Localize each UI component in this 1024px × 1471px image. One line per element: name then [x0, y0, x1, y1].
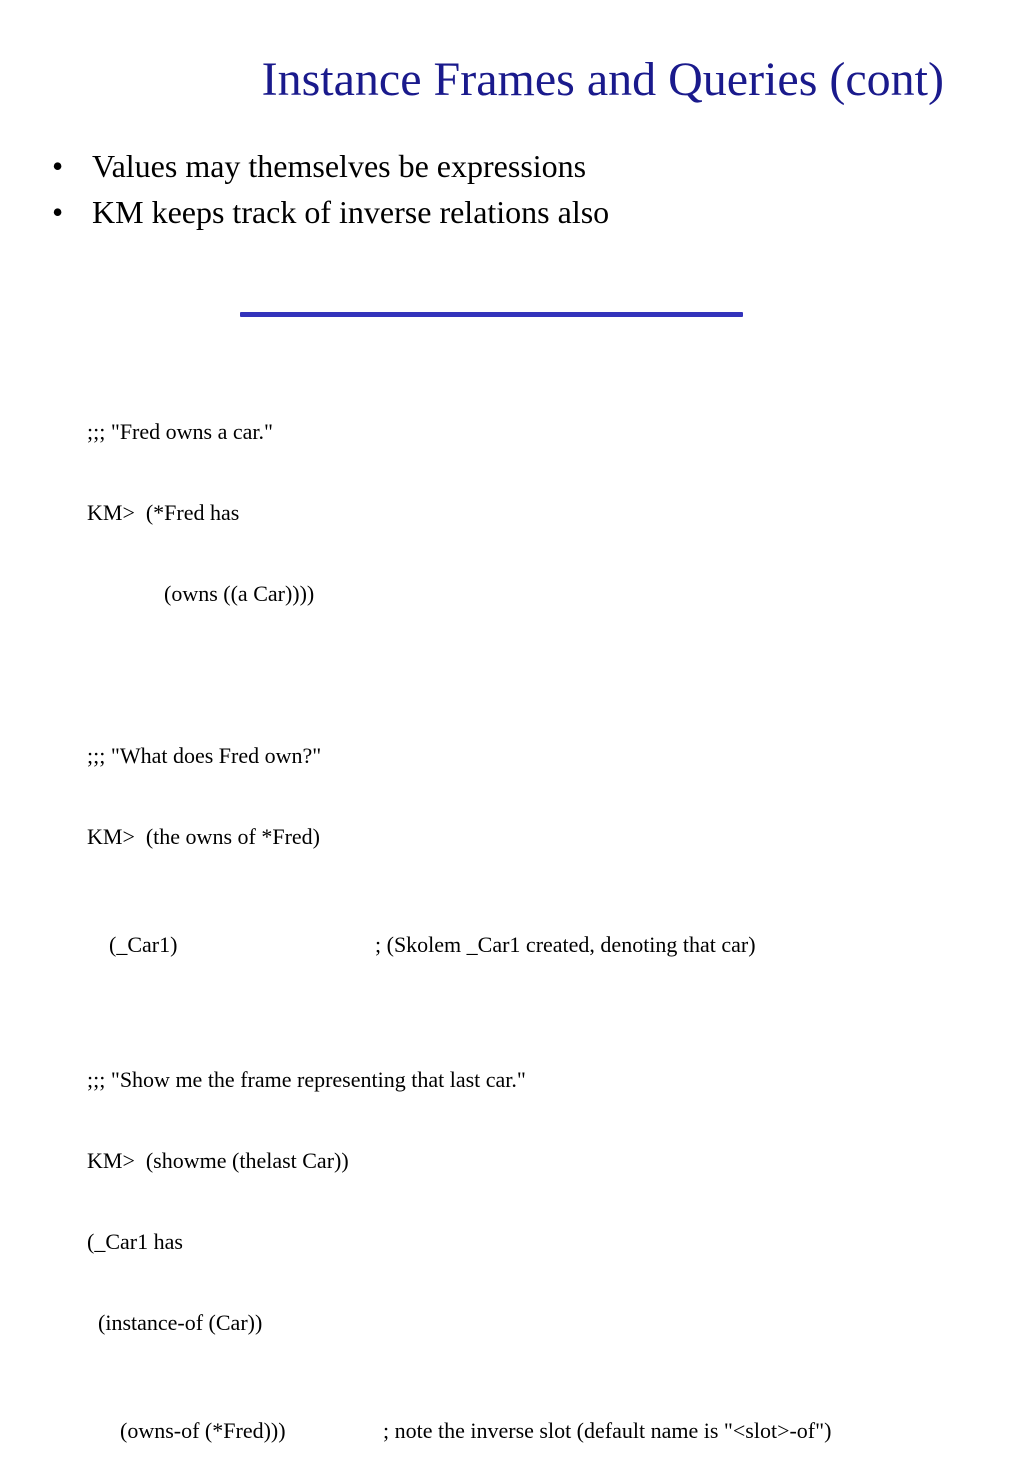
- km-code-example: [87, 364, 832, 1444]
- code-result: (instance-of (Car)): [87, 1310, 263, 1335]
- code-result-line: [87, 1390, 832, 1443]
- bullet-list: [52, 143, 609, 235]
- code-blank-line: [87, 985, 526, 1012]
- code-prompt: KM> (the owns of *Fred): [87, 824, 320, 849]
- code-comment: ;;; "Fred owns a car.": [87, 419, 273, 444]
- code-prompt: KM> (showme (thelast Car)): [87, 1148, 349, 1173]
- code-result-line: [87, 904, 756, 957]
- code-annotation: ; note the inverse slot (default name is "<slot>-of"): [383, 1418, 832, 1443]
- code-prompt: KM> (*Fred has: [87, 500, 240, 525]
- bullet-text: KM keeps track of inverse relations also: [92, 194, 610, 230]
- bullet-dot-icon: •: [52, 148, 64, 184]
- code-continuation: (owns ((a Car)))): [87, 581, 315, 606]
- code-comment: ;;; "Show me the frame representing that last car.": [87, 1067, 526, 1092]
- code-result: (owns-of (*Fred))): [109, 1418, 286, 1443]
- code-result: (_Car1): [109, 932, 178, 957]
- slide-title: Instance Frames and Queries (cont): [261, 53, 944, 106]
- bullet-item: [52, 143, 609, 189]
- code-blank-line: [87, 661, 526, 688]
- code-annotation: ; (Skolem _Car1 created, denoting that car): [375, 932, 756, 957]
- section-divider: [240, 312, 743, 317]
- bullet-dot-icon: •: [52, 194, 64, 230]
- bullet-text: Values may themselves be expressions: [92, 148, 587, 184]
- code-result: (_Car1 has: [87, 1229, 183, 1254]
- code-comment: ;;; "What does Fred own?": [87, 743, 322, 768]
- bullet-item: [52, 189, 609, 235]
